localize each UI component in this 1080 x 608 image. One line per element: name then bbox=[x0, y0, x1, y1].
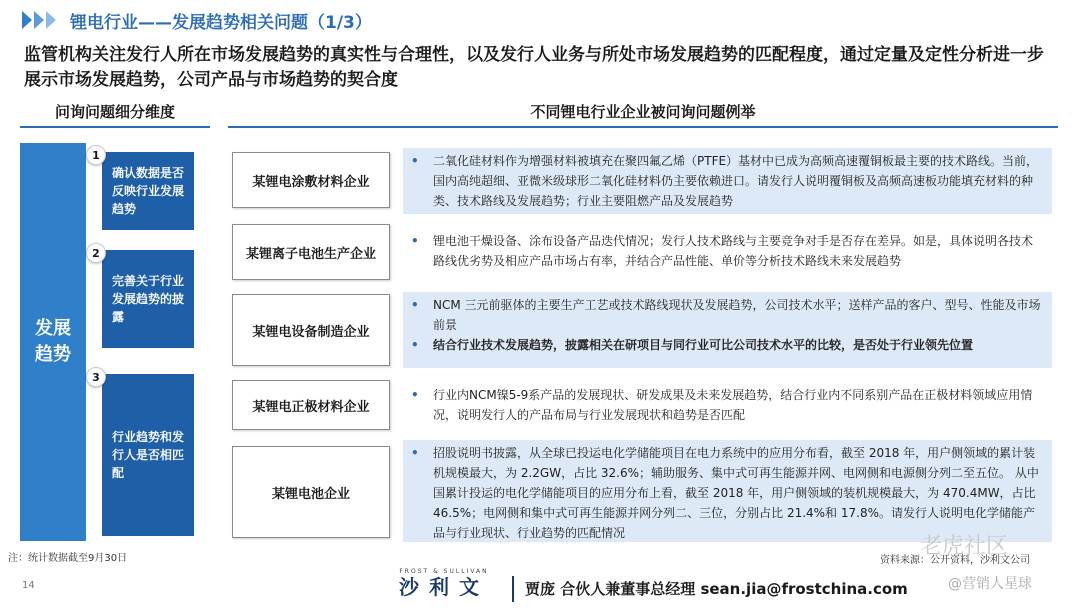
footnote: 注：统计数据截至9月30日 bbox=[8, 553, 128, 564]
column-header-dimension: 问询问题细分维度 bbox=[54, 103, 175, 121]
bullet-item bbox=[411, 335, 1042, 355]
step-number-badge: 2 bbox=[86, 243, 106, 263]
slide-header bbox=[22, 8, 372, 32]
company-card: 某锂电池企业 bbox=[232, 446, 390, 538]
bullet-text: 招股说明书披露，从全球已投运电化学储能项目在电力系统中的应用分布看，截至 2018 年，用户侧领域的累计装机规模最大，为 2.2GW，占比 32.6%；辅助服务、集中式可再生能源并网、电网侧和电源侧分列二至五位。 从中国累计投运的电化学储能项目的应用分布上看，截至 2018 年，用户侧领域的装机规模最大，为 470.4MW，占比 46.5%；电网侧和集中式可再生能源并网分列二、三位，分别占比 21.4%和 17.8%。请发行人说明电化学储能产品与行业现状、行业趋势的匹配情况 bbox=[433, 446, 1039, 540]
bullet-text: 结合行业技术发展趋势，披露相关在研项目与同行业可比公司技术水平的比较，是否处于行业领先位置 bbox=[433, 338, 974, 352]
column-divider-left bbox=[20, 126, 210, 128]
question-box bbox=[403, 228, 1052, 276]
question-box bbox=[403, 148, 1052, 214]
step-number-badge: 3 bbox=[86, 367, 106, 387]
subdimension-1 bbox=[102, 152, 194, 230]
company-card: 某锂电设备制造企业 bbox=[232, 294, 390, 366]
company-card: 某锂离子电池生产企业 bbox=[232, 224, 390, 280]
source-note: 资料来源：公开资料，沙利文公司 bbox=[880, 555, 1030, 566]
page-number: 14 bbox=[22, 580, 35, 591]
bullet-text: 锂电池干燥设备、涂布设备产品迭代情况；发行人技术路线与主要竞争对手是否存在差异。如是，具体说明各技术路线优劣势及相应产品市场占有率，并结合产品性能、单价等分析技术路线未来发展趋势 bbox=[433, 234, 1034, 268]
question-box bbox=[403, 382, 1052, 430]
subdimension-2 bbox=[102, 250, 194, 348]
bullet-item bbox=[411, 151, 1042, 211]
subdimension-label: 行业趋势和发行人是否相匹配 bbox=[112, 430, 185, 480]
question-box bbox=[403, 440, 1052, 542]
bullet-item bbox=[411, 231, 1042, 271]
bullet-icon: • bbox=[411, 154, 419, 168]
logo-subtitle: FROST & SULLIVAN bbox=[399, 568, 489, 575]
bullet-item bbox=[411, 443, 1042, 543]
bullet-item bbox=[411, 385, 1042, 425]
watermark-sub: @营销人星球 bbox=[948, 576, 1032, 592]
column-header-examples: 不同锂电行业企业被问询问题例举 bbox=[530, 103, 756, 121]
question-box bbox=[403, 292, 1052, 368]
bullet-text: NCM 三元前驱体的主要生产工艺或技术路线现状及发展趋势，公司技术水平；送样产品的客户、型号、性能及市场前景 bbox=[433, 298, 1041, 332]
bullet-icon: • bbox=[411, 388, 419, 402]
subdimension-label: 确认数据是否反映行业发展趋势 bbox=[112, 166, 185, 216]
bullet-icon: • bbox=[411, 446, 419, 460]
dimension-label: 发展趋势 bbox=[35, 318, 71, 365]
company-card: 某锂电正极材料企业 bbox=[232, 380, 390, 430]
chevron-icon bbox=[22, 11, 58, 29]
step-number-badge: 1 bbox=[86, 145, 106, 165]
lead-statement: 监管机构关注发行人所在市场发展趋势的真实性与合理性，以及发行人业务与所处市场发展趋势的匹配程度，通过定量及定性分析进一步展示市场发展趋势，公司产品与市场趋势的契合度 bbox=[24, 45, 1044, 90]
watermark-main: 老虎社区 bbox=[920, 534, 1009, 559]
subdimension-label: 完善关于行业发展趋势的披露 bbox=[112, 274, 185, 324]
subdimension-3 bbox=[102, 374, 194, 536]
bullet-text: 行业内NCM镍5-9系产品的发展现状、研发成果及未来发展趋势，结合行业内不同系别产品在正极材料领域应用情况，说明发行人的产品布局与行业发展现状和趋势是否匹配 bbox=[433, 388, 1033, 422]
bullet-icon: • bbox=[411, 234, 419, 248]
company-logo bbox=[388, 568, 500, 599]
contact-info: 贾庞 合伙人兼董事总经理 sean.jia@frostchina.com bbox=[525, 580, 908, 598]
bullet-icon: • bbox=[411, 338, 419, 352]
column-divider-right bbox=[228, 126, 1058, 128]
bullet-item bbox=[411, 295, 1042, 335]
bullet-icon: • bbox=[411, 298, 419, 312]
dimension-block bbox=[20, 143, 86, 541]
logo-wordmark: 沙利文 bbox=[399, 575, 489, 599]
bullet-text: 二氧化硅材料作为增强材料被填充在聚四氟乙烯（PTFE）基材中已成为高频高速覆铜板最主要的技术路线。当前，国内高纯超细、亚微米级球形二氧化硅材料仍主要依赖进口。请发行人说明覆铜板及高频高速板功能填充材料的种类、技术路线及发展趋势；行业主要阻燃产品及发展趋势 bbox=[433, 154, 1039, 208]
company-card: 某锂电涂敷材料企业 bbox=[232, 152, 390, 208]
footer-divider bbox=[512, 576, 514, 602]
slide-title: 锂电行业——发展趋势相关问题（1/3） bbox=[70, 12, 372, 33]
